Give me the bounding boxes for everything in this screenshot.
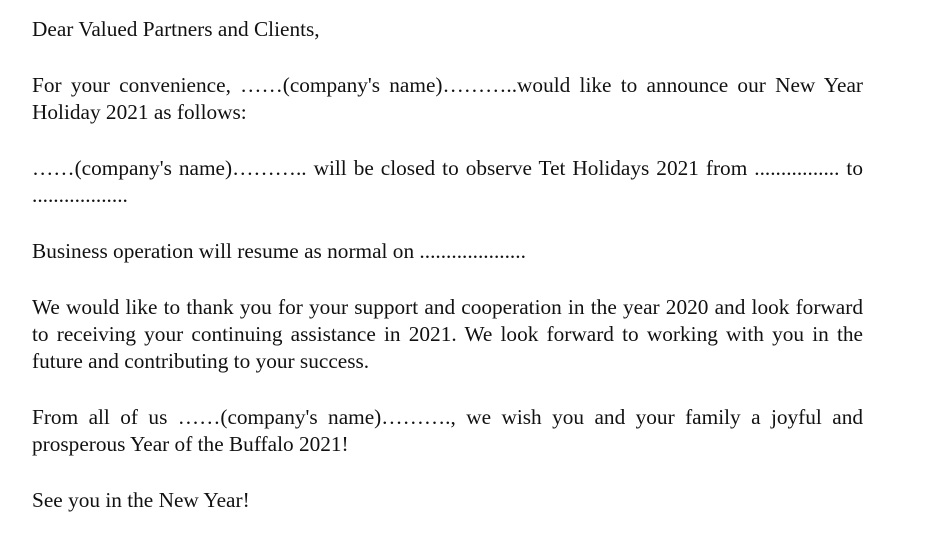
letter-document (32, 16, 863, 514)
wishes-paragraph: From all of us ……(company's name)………., we wish you and your family a joyful and prosperous Year of the Buffalo 2021! (32, 405, 863, 456)
thank-you-paragraph: We would like to thank you for your support and cooperation in the year 2020 and look forward to receiving your continuing assistance in 2021. We look forward to working with you in the future and contributing to your success. (32, 295, 863, 373)
announcement-paragraph: For your convenience, ……(company's name)………..would like to announce our New Year Holiday 2021 as follows: (32, 73, 863, 124)
salutation: Dear Valued Partners and Clients, (32, 17, 320, 41)
resume-date-paragraph: Business operation will resume as normal on .................... (32, 239, 526, 263)
closure-dates-paragraph: ……(company's name)……….. will be closed to observe Tet Holidays 2021 from ................ to .................. (32, 156, 863, 207)
closing-line: See you in the New Year! (32, 488, 250, 512)
